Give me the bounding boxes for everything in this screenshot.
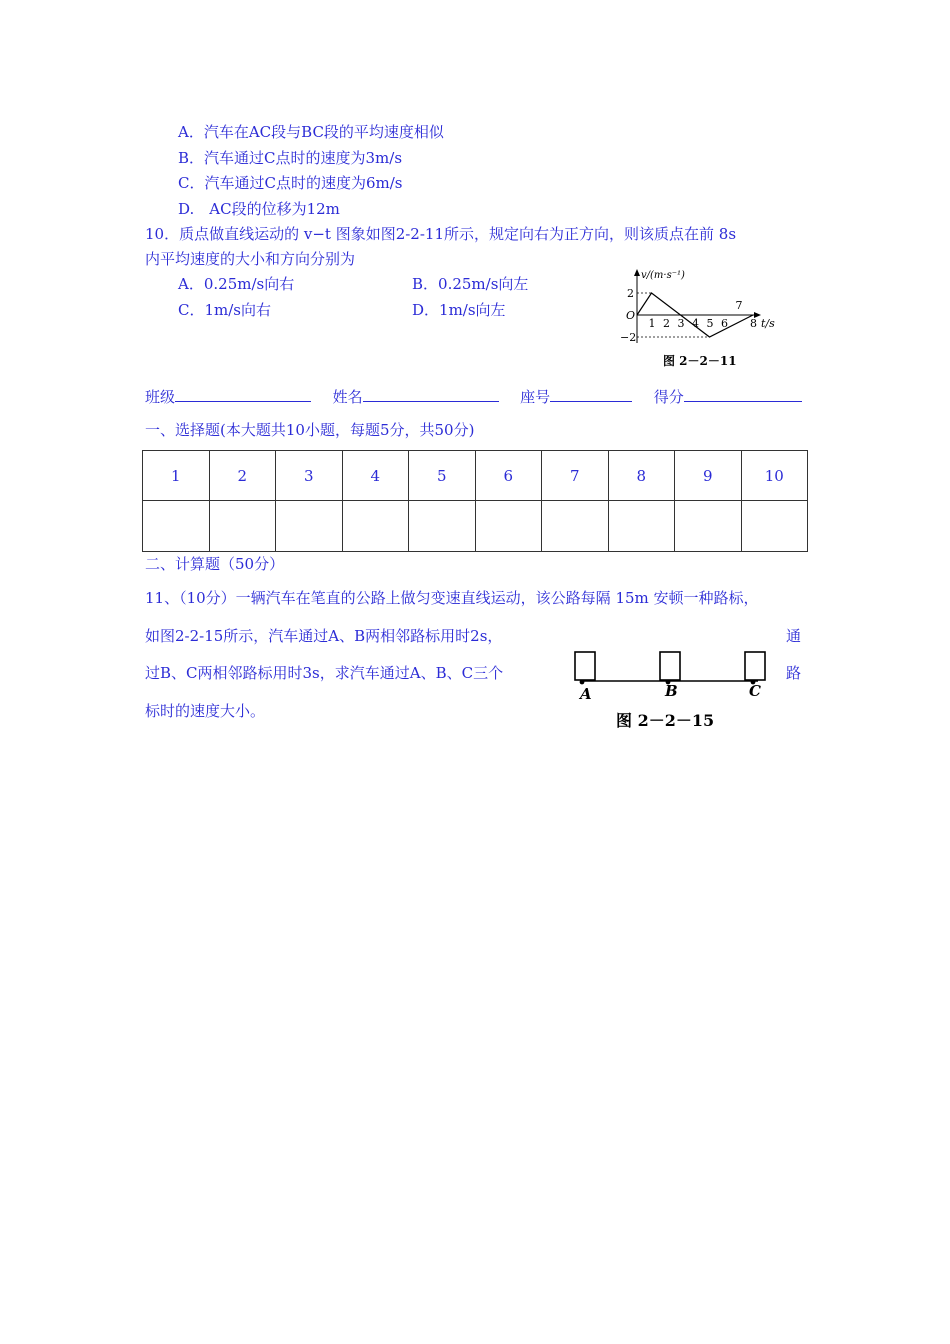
vt-tick-label-y-pos: 2 [627, 287, 634, 300]
answer-cell[interactable] [608, 501, 675, 552]
answer-cell[interactable] [276, 501, 343, 552]
vt-x-tick-label: 6 [721, 317, 728, 330]
answer-col-header: 3 [276, 451, 343, 501]
q10-option-a: A．0.25m/s向右 [178, 275, 295, 293]
road-sign-a [575, 652, 595, 680]
answer-cell[interactable] [342, 501, 409, 552]
answer-col-header: 4 [342, 451, 409, 501]
q11-stem-line2-tail: 通 [786, 627, 802, 645]
road-sign-b [660, 652, 680, 680]
road-sign-c [745, 652, 765, 680]
answer-cell[interactable] [542, 501, 609, 552]
score-label: 得分 [653, 388, 684, 406]
vt-caption: 图 2－2－11 [663, 354, 737, 368]
answer-table-header-row [143, 451, 808, 501]
q9-option-c: C．汽车通过C点时的速度为6m/s [178, 174, 403, 192]
name-blank[interactable] [363, 387, 499, 402]
answer-col-header: 7 [542, 451, 609, 501]
q11-stem-line3-tail: 路 [786, 664, 802, 682]
q9-option-d: D. AC段的位移为12m [178, 200, 340, 218]
answer-cell[interactable] [409, 501, 476, 552]
q9-option-b: B．汽车通过C点时的速度为3m/s [178, 149, 403, 167]
q11-stem-line2: 如图2-2-15所示，汽车通过A、B两相邻路标用时2s， [145, 627, 503, 645]
class-blank[interactable] [175, 387, 311, 402]
vt-x-tick-label: 3 [677, 317, 685, 330]
answer-col-header: 10 [741, 451, 808, 501]
answer-col-header: 8 [608, 451, 675, 501]
vt-x-label: t/s [761, 317, 775, 330]
vt-tick-label-y-neg: −2 [620, 331, 637, 344]
vt-x-tick-label: 7 [735, 299, 743, 312]
answer-cell[interactable] [209, 501, 276, 552]
road-figure-caption: 图 2－2－15 [616, 711, 715, 730]
vt-y-arrow [634, 269, 640, 276]
vt-x-tick-label: 5 [706, 317, 714, 330]
score-blank[interactable] [684, 387, 802, 402]
q11-stem-line1: 11、（10分）一辆汽车在笔直的公路上做匀变速直线运动，该公路每隔 15m 安顿一种路标， [145, 589, 759, 607]
vt-x-tick-label: 4 [692, 317, 699, 330]
point-a-marker [580, 680, 585, 685]
q10-option-d: D．1m/s向左 [412, 301, 506, 319]
q10-option-c: C．1m/s向右 [178, 301, 271, 319]
seat-blank[interactable] [550, 387, 632, 402]
q9-option-a: A．汽车在AC段与BC段的平均速度相似 [178, 123, 444, 141]
vt-graph-figure [615, 265, 785, 375]
vt-x-tick-label: 1 [648, 317, 656, 330]
q11-stem-line3: 过B、C两相邻路标用时3s，求汽车通过A、B、C三个 [145, 664, 504, 682]
point-c-label: C [749, 682, 761, 700]
answer-col-header: 1 [143, 451, 210, 501]
answer-cell[interactable] [675, 501, 742, 552]
student-info-row [145, 387, 802, 407]
q10-stem-line2: 内平均速度的大小和方向分别为 [145, 250, 356, 268]
q10-stem-line1: 10．质点做直线运动的 v−t 图象如图2-2-11所示，规定向右为正方向，则该质点在前 8s [145, 225, 737, 243]
q10-option-b: B．0.25m/s向左 [412, 275, 529, 293]
section2-title: 二、计算题（50分） [145, 555, 285, 573]
class-label: 班级 [145, 388, 176, 406]
q11-stem-line4: 标时的速度大小。 [145, 702, 266, 720]
road-markers-figure [568, 640, 773, 735]
vt-origin-label: O [626, 309, 636, 322]
vt-x-tick-label: 8 [750, 317, 757, 330]
answer-table-answer-row [143, 501, 808, 552]
answer-col-header: 2 [209, 451, 276, 501]
answer-cell[interactable] [741, 501, 808, 552]
vt-x-tick-label: 2 [663, 317, 670, 330]
point-a-label: A [580, 685, 592, 703]
answer-cell[interactable] [143, 501, 210, 552]
answer-cell[interactable] [475, 501, 542, 552]
name-label: 姓名 [332, 388, 363, 406]
answer-col-header: 6 [475, 451, 542, 501]
point-b-label: B [665, 682, 678, 700]
answer-col-header: 9 [675, 451, 742, 501]
vt-y-label: v/(m·s⁻¹) [641, 270, 685, 281]
answer-col-header: 5 [409, 451, 476, 501]
answer-table [142, 450, 808, 552]
seat-label: 座号 [520, 388, 551, 406]
section1-title: 一、选择题(本大题共10小题，每题5分，共50分) [145, 421, 475, 439]
